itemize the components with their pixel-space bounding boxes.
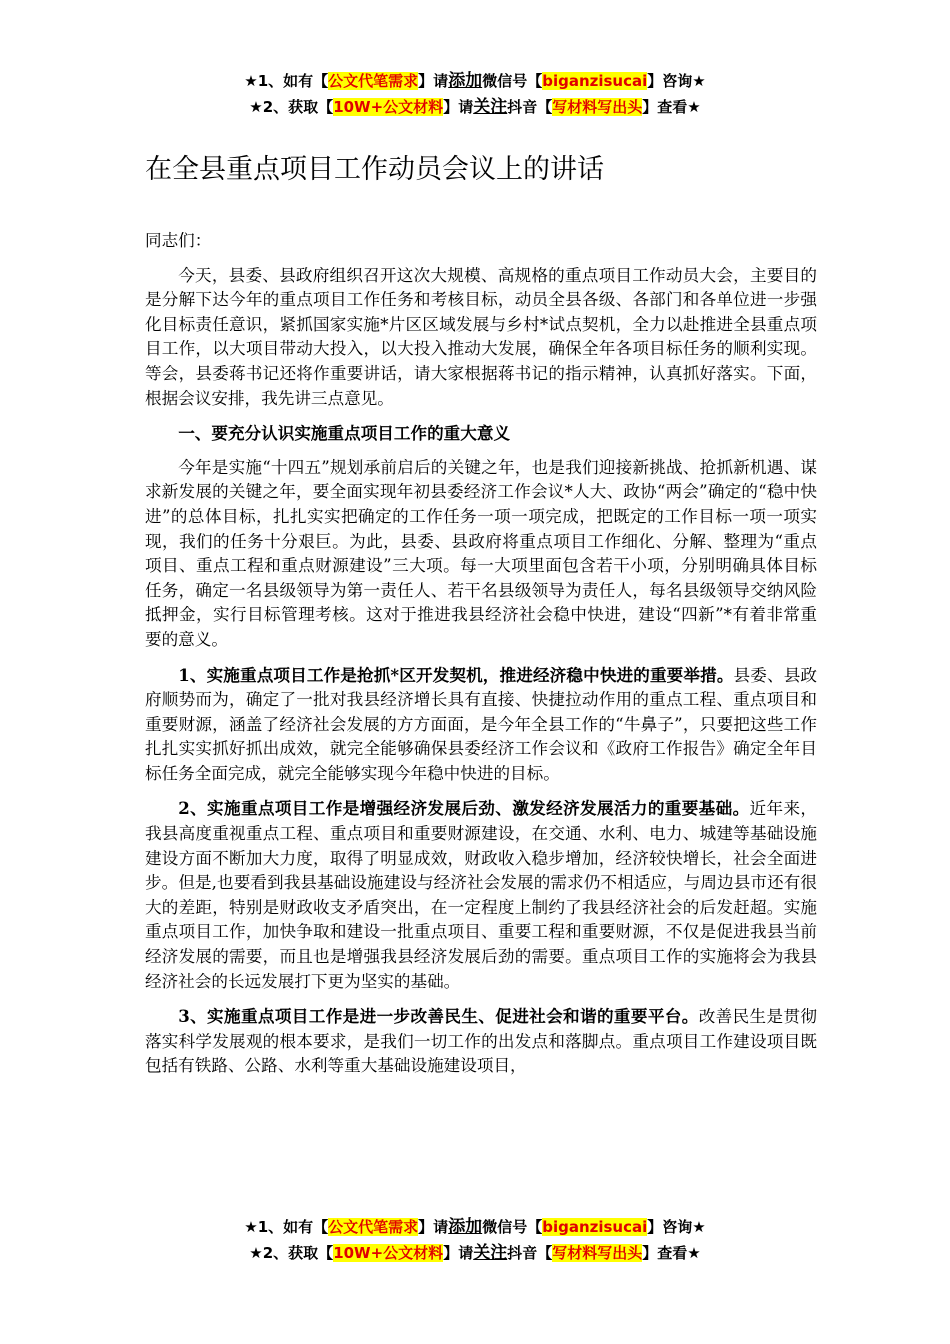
point-text: 改善民生是贯彻落实科学发展观的根本要求，是我们一切工作的出发点和落脚点。重点项目工作建设项目既包括有铁路、公路、水利等重大基础设施建设项目， (145, 1007, 817, 1076)
banner-highlight: biganzisucai (542, 72, 648, 90)
document-body (145, 229, 817, 1089)
point-text: 近年来，我县高度重视重点工程、重点项目和重要财源建设，在交通、水利、电力、城建等基础设施建设方面不断加大力度，取得了明显成效，财政收入稳步增加，经济较快增长，社会全面进步。但是,也要看到我县基础设施建设与经济社会发展的需求仍不相适应，与周边县市还有很大的差距，特别是财政收支矛盾突出，在一定程度上制约了我县经济社会的后发赶超。实施重点项目工作，加快争取和建设一批重点项目、重要工程和重要财源，不仅是促进我县当前经济发展的需要，而且也是增强我县经济发展后劲的需要。重点项目工作的实施将会为我县经济社会的长远发展打下更为坚实的基础。 (145, 799, 817, 991)
banner-text: 】请 (418, 72, 449, 90)
footer-banner (0, 1214, 950, 1266)
banner-line-2 (0, 1240, 950, 1266)
banner-underline: 关注 (473, 1243, 508, 1263)
point-heading: 2、实施重点项目工作是增强经济发展后劲、激发经济发展活力的重要基础。 (178, 798, 750, 819)
paragraph-point-3 (145, 1004, 817, 1079)
banner-highlight: 10W+公文材料 (333, 1244, 444, 1262)
banner-highlight: 10W+公文材料 (333, 98, 444, 116)
banner-text: 微信号【 (482, 1218, 543, 1236)
banner-text: 】请 (443, 98, 474, 116)
banner-highlight: biganzisucai (542, 1218, 648, 1236)
banner-line-1 (0, 68, 950, 94)
banner-underline: 添加 (448, 71, 483, 91)
banner-highlight: 写材料写出头 (552, 98, 643, 116)
header-banner (0, 68, 950, 120)
paragraph-point-1 (145, 663, 817, 787)
banner-text: 】查看★ (642, 1244, 701, 1262)
banner-text: 】咨询★ (647, 72, 706, 90)
banner-text: ★1、如有【 (244, 72, 329, 90)
banner-highlight: 公文代笔需求 (328, 1218, 419, 1236)
point-heading: 1、实施重点项目工作是抢抓*区开发契机，推进经济稳中快进的重要举措。 (178, 664, 734, 685)
paragraph-intro: 今天，县委、县政府组织召开这次大规模、高规格的重点项目工作动员大会，主要目的是分解下达今年的重点项目工作任务和考核目标，动员全县各级、各部门和各单位进一步强化目标责任意识，紧抓国家实施*片区区域发展与乡村*试点契机，全力以赴推进全县重点项目工作，以大项目带动大投入，以大投入推动大发展，确保全年各项目标任务的顺利实现。等会，县委蒋书记还将作重要讲话，请大家根据蒋书记的指示精神，认真抓好落实。下面，根据会议安排，我先讲三点意见。 (145, 265, 817, 408)
banner-text: 抖音【 (507, 98, 553, 116)
section-heading: 一、要充分认识实施重点项目工作的重大意义 (178, 423, 511, 444)
point-text: 县委、县政府顺势而为，确定了一批对我县经济增长具有直接、快捷拉动作用的重点工程、重点项目和重要财源，涵盖了经济社会发展的方方面面，是今年全县工作的“牛鼻子”，只要把这些工作扎扎实实抓好抓出成效，就完全能够确保县委经济工作会议和《政府工作报告》确定全年目标任务全面完成，就完全能够实现今年稳中快进的目标。 (145, 665, 818, 783)
banner-line-1 (0, 1214, 950, 1240)
paragraph-point-2 (145, 796, 817, 994)
banner-text: 】查看★ (642, 98, 701, 116)
banner-text: 抖音【 (507, 1244, 553, 1262)
banner-text: 微信号【 (482, 72, 543, 90)
banner-line-2 (0, 94, 950, 120)
banner-text: ★1、如有【 (244, 1218, 329, 1236)
banner-highlight: 写材料写出头 (552, 1244, 643, 1262)
banner-underline: 关注 (473, 97, 508, 117)
banner-text: 】请 (418, 1218, 449, 1236)
banner-underline: 添加 (448, 1217, 483, 1237)
banner-text: ★2、获取【 (249, 98, 334, 116)
banner-text: ★2、获取【 (249, 1244, 334, 1262)
banner-text: 】咨询★ (647, 1218, 706, 1236)
paragraph-context: 今年是实施“十四五”规划承前启后的关键之年，也是我们迎接新挑战、抢抓新机遇、谋求新发展的关键之年，要全面实现年初县委经济工作会议*人大、政协“两会”确定的“稳中快进”的总体目标，扎扎实实把确定的工作任务一项一项完成，把既定的工作目标一项一项实现，我们的任务十分艰巨。为此，县委、县政府将重点项目工作细化、分解、整理为“重点项目、重点工程和重点财源建设”三大项。每一大项里面包含若干小项，分别明确具体目标任务，确定一名县级领导为第一责任人、若干名县级领导为责任人，每名县级领导交纳风险抵押金，实行目标管理考核。这对于推进我县经济社会稳中快进，建设“四新”*有着非常重要的意义。 (145, 457, 817, 649)
salutation: 同志们： (145, 231, 212, 250)
banner-highlight: 公文代笔需求 (328, 72, 419, 90)
point-heading: 3、实施重点项目工作是进一步改善民生、促进社会和谐的重要平台。 (178, 1006, 699, 1027)
banner-text: 】请 (443, 1244, 474, 1262)
document-title: 在全县重点项目工作动员会议上的讲话 (145, 154, 604, 185)
